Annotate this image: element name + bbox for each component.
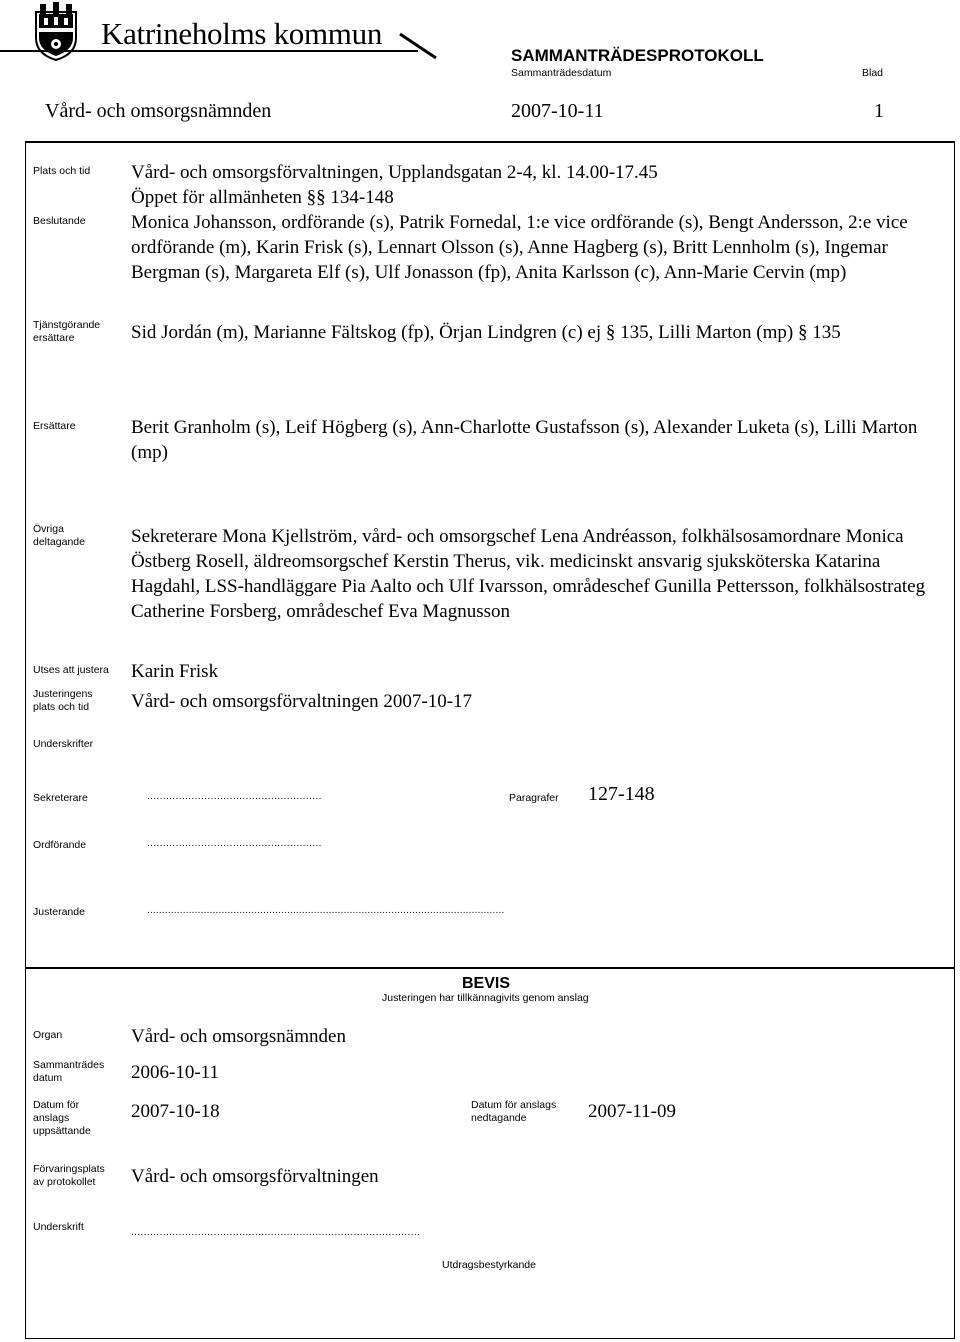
adjust-place-value: Vård- och omsorgsförvaltningen 2007-10-17 xyxy=(131,691,473,712)
signature-label: Underskrift xyxy=(33,1221,84,1233)
secretary-label: Sekreterare xyxy=(33,792,88,804)
meeting-date-label: Sammanträdesdatum xyxy=(511,67,612,79)
others-label-line1: Övriga xyxy=(33,523,64,535)
signatures-heading: Underskrifter xyxy=(33,738,94,750)
meeting-date-cert-label-line2: datum xyxy=(33,1072,63,1084)
remove-date-value: 2007-11-09 xyxy=(588,1101,676,1122)
meeting-date-cert-value: 2006-10-11 xyxy=(131,1062,219,1083)
others-value: Sekreterare Mona Kjellström, vård- och omsorgschef Lena Andréasson, folkhälsosamordnare Monica Östberg Rosell, äldreomsorgschef Kerstin Therus, vik. medicinskt ansvarig sjuksköterska Katarina Hagdahl, LSS-handläggare Pia Aalto och Ulf Ivarsson, områdeschef Gunilla Pettersson, folkhälsostrateg Catherine Forsberg, områdeschef Eva Magnusson xyxy=(131,526,926,622)
others-label-line2: deltagande xyxy=(33,536,85,548)
acting-label-line2: ersättare xyxy=(33,332,75,344)
acting-label xyxy=(33,319,100,345)
decision-label: Beslutande xyxy=(33,215,86,227)
certificate-subtitle: Justeringen har tillkännagivits genom anslag xyxy=(382,992,589,1004)
post-date-label xyxy=(33,1099,91,1138)
post-date-label-line1: Datum för xyxy=(33,1099,80,1111)
adjust-place-label xyxy=(33,688,93,714)
substitutes-value: Berit Granholm (s), Leif Högberg (s), Ann-Charlotte Gustafsson (s), Alexander Luketa (s), Lilli Marton (mp) xyxy=(131,417,918,463)
certifier-label: Utdragsbestyrkande xyxy=(442,1259,536,1271)
committee-name: Vård- och omsorgsnämnden xyxy=(45,100,272,122)
org-swoosh xyxy=(396,30,440,60)
adjust-place-label-line1: Justeringens xyxy=(33,688,93,700)
meeting-date-cert-label-line1: Sammanträdes xyxy=(33,1059,105,1071)
remove-date-label-line1: Datum för anslags xyxy=(471,1099,557,1111)
meeting-date: 2007-10-11 xyxy=(511,100,604,122)
place-value: Vård- och omsorgsförvaltningen, Upplandsgatan 2-4, kl. 14.00-17.45 xyxy=(131,162,658,183)
chair-label: Ordförande xyxy=(33,839,87,851)
certificate-title: BEVIS xyxy=(462,975,511,992)
adjuster-sign-label: Justerande xyxy=(33,906,85,918)
remove-date-label-line2: nedtagande xyxy=(471,1112,527,1124)
page-number: 1 xyxy=(874,100,884,122)
secretary-signature-line[interactable]: ....................................................... xyxy=(147,791,322,802)
organ-label: Organ xyxy=(33,1029,63,1041)
signature-line[interactable]: ........................................................................................... xyxy=(131,1227,421,1238)
post-date-label-line3: uppsättande xyxy=(33,1125,91,1137)
municipality-coat-of-arms xyxy=(33,2,79,62)
acting-label-line1: Tjänstgörande xyxy=(33,319,101,331)
storage-label-line1: Förvaringsplats xyxy=(33,1163,105,1175)
org-name xyxy=(101,14,382,54)
document-type: SAMMANTRÄDESPROTOKOLL xyxy=(511,46,764,65)
org-underline xyxy=(0,50,418,52)
meeting-date-cert-label xyxy=(33,1059,104,1085)
place-label: Plats och tid xyxy=(33,165,91,177)
storage-value: Vård- och omsorgsförvaltningen xyxy=(131,1166,379,1187)
org-name-text: Katrineholms kommun xyxy=(101,16,383,51)
post-date-label-line2: anslags xyxy=(33,1112,70,1124)
chair-signature-line[interactable]: ....................................................... xyxy=(147,838,322,849)
paragraphs-label: Paragrafer xyxy=(509,792,559,804)
decision-value: Monica Johansson, ordförande (s), Patrik Fornedal, 1:e vice ordförande (s), Bengt Andersson, 2:e vice ordförande (m), Karin Frisk (s), Lennart Olsson (s), Anne Hagberg (s), Britt Lennholm (s), Ingemar Bergman (s), Margareta Elf (s), Ulf Jonasson (fp), Anita Karlsson (c), Ann-Marie Cervin (mp) xyxy=(131,212,908,283)
paragraphs-value: 127-148 xyxy=(588,783,655,805)
storage-label-line2: av protokollet xyxy=(33,1176,96,1188)
organ-value: Vård- och omsorgsnämnden xyxy=(131,1026,346,1047)
storage-label xyxy=(33,1163,105,1189)
page-label: Blad xyxy=(862,67,884,79)
remove-date-label xyxy=(471,1099,556,1125)
adjuster-label: Utses att justera xyxy=(33,664,109,676)
public-value: Öppet för allmänheten §§ 134-148 xyxy=(131,187,394,208)
others-label xyxy=(33,523,85,549)
substitutes-label: Ersättare xyxy=(33,420,76,432)
adjuster-value: Karin Frisk xyxy=(131,661,219,682)
acting-value: Sid Jordán (m), Marianne Fältskog (fp), Örjan Lindgren (c) ej § 135, Lilli Marton (mp) § 135 xyxy=(131,322,841,343)
post-date-value: 2007-10-18 xyxy=(131,1101,220,1122)
adjuster-signature-line[interactable]: ........................................................................................................................ xyxy=(147,905,505,916)
adjust-place-label-line2: plats och tid xyxy=(33,701,90,713)
